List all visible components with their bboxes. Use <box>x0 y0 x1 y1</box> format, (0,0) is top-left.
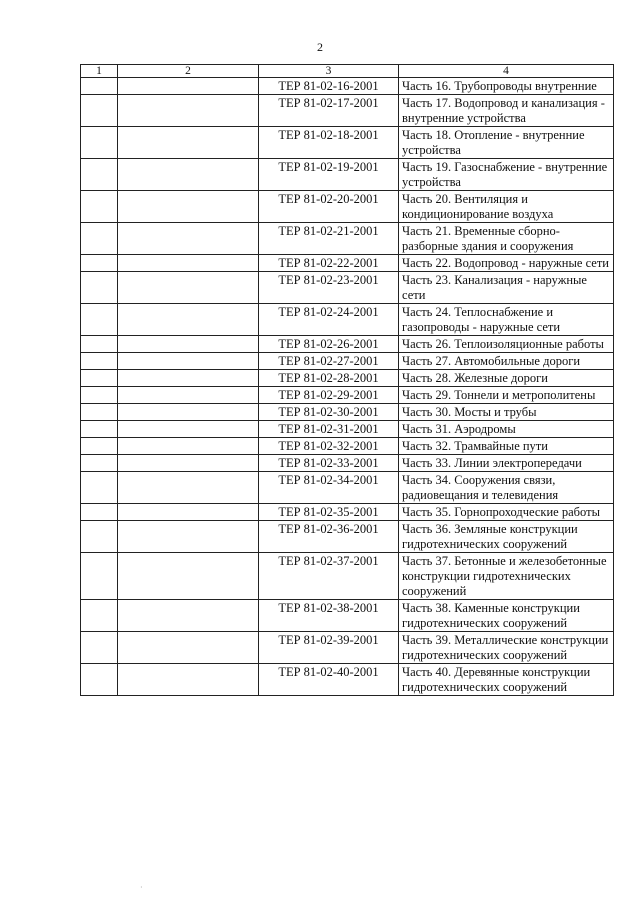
empty-cell-col2 <box>118 404 259 421</box>
norm-title-cell: Часть 28. Железные дороги <box>399 370 614 387</box>
empty-cell-col1 <box>81 78 118 95</box>
norm-code-cell: ТЕР 81-02-28-2001 <box>259 370 399 387</box>
empty-cell-col2 <box>118 370 259 387</box>
empty-cell-col2 <box>118 127 259 159</box>
table-row <box>81 421 614 438</box>
norm-title-cell: Часть 17. Водопровод и канализация - внутренние устройства <box>399 95 614 127</box>
empty-cell-col1 <box>81 632 118 664</box>
norm-title-cell: Часть 32. Трамвайные пути <box>399 438 614 455</box>
table-row <box>81 272 614 304</box>
empty-cell-col2 <box>118 600 259 632</box>
empty-cell-col2 <box>118 304 259 336</box>
norm-code-cell: ТЕР 81-02-40-2001 <box>259 664 399 696</box>
table-row <box>81 521 614 553</box>
norm-code-cell: ТЕР 81-02-39-2001 <box>259 632 399 664</box>
empty-cell-col1 <box>81 272 118 304</box>
empty-cell-col2 <box>118 664 259 696</box>
page-number: 2 <box>317 40 323 54</box>
table-row <box>81 159 614 191</box>
table-row <box>81 255 614 272</box>
empty-cell-col2 <box>118 472 259 504</box>
table-row <box>81 336 614 353</box>
norm-title-cell: Часть 20. Вентиляция и кондиционирование воздуха <box>399 191 614 223</box>
empty-cell-col2 <box>118 553 259 600</box>
empty-cell-col1 <box>81 404 118 421</box>
table-row <box>81 78 614 95</box>
table-row <box>81 553 614 600</box>
empty-cell-col1 <box>81 255 118 272</box>
norm-title-cell: Часть 38. Каменные конструкции гидротехнических сооружений <box>399 600 614 632</box>
norm-code-cell: ТЕР 81-02-37-2001 <box>259 553 399 600</box>
norm-code-cell: ТЕР 81-02-31-2001 <box>259 421 399 438</box>
norm-title-cell: Часть 26. Теплоизоляционные работы <box>399 336 614 353</box>
norm-code-cell: ТЕР 81-02-26-2001 <box>259 336 399 353</box>
table-row <box>81 304 614 336</box>
norm-code-cell: ТЕР 81-02-27-2001 <box>259 353 399 370</box>
empty-cell-col1 <box>81 159 118 191</box>
empty-cell-col2 <box>118 632 259 664</box>
norm-title-cell: Часть 35. Горнопроходческие работы <box>399 504 614 521</box>
empty-cell-col2 <box>118 272 259 304</box>
empty-cell-col1 <box>81 521 118 553</box>
norm-title-cell: Часть 30. Мосты и трубы <box>399 404 614 421</box>
header-cell-3: 3 <box>259 65 399 78</box>
table-row <box>81 223 614 255</box>
header-cell-1: 1 <box>81 65 118 78</box>
norm-title-cell: Часть 34. Сооружения связи, радиовещания и телевидения <box>399 472 614 504</box>
table-row <box>81 472 614 504</box>
empty-cell-col1 <box>81 600 118 632</box>
table-row <box>81 664 614 696</box>
table-row <box>81 600 614 632</box>
empty-cell-col1 <box>81 127 118 159</box>
norm-code-cell: ТЕР 81-02-16-2001 <box>259 78 399 95</box>
empty-cell-col1 <box>81 304 118 336</box>
empty-cell-col2 <box>118 191 259 223</box>
norm-code-cell: ТЕР 81-02-24-2001 <box>259 304 399 336</box>
norm-title-cell: Часть 18. Отопление - внутренние устройства <box>399 127 614 159</box>
empty-cell-col2 <box>118 95 259 127</box>
norm-code-cell: ТЕР 81-02-17-2001 <box>259 95 399 127</box>
norm-code-cell: ТЕР 81-02-22-2001 <box>259 255 399 272</box>
norm-code-cell: ТЕР 81-02-32-2001 <box>259 438 399 455</box>
norm-title-cell: Часть 22. Водопровод - наружные сети <box>399 255 614 272</box>
norm-code-cell: ТЕР 81-02-21-2001 <box>259 223 399 255</box>
header-cell-2: 2 <box>118 65 259 78</box>
scan-speck: · <box>140 883 143 892</box>
empty-cell-col1 <box>81 455 118 472</box>
table-row <box>81 127 614 159</box>
table-row <box>81 95 614 127</box>
empty-cell-col1 <box>81 664 118 696</box>
empty-cell-col1 <box>81 370 118 387</box>
norm-title-cell: Часть 36. Земляные конструкции гидротехнических сооружений <box>399 521 614 553</box>
empty-cell-col1 <box>81 472 118 504</box>
table-row <box>81 353 614 370</box>
empty-cell-col1 <box>81 421 118 438</box>
empty-cell-col1 <box>81 191 118 223</box>
norm-code-cell: ТЕР 81-02-38-2001 <box>259 600 399 632</box>
empty-cell-col2 <box>118 159 259 191</box>
header-cell-4: 4 <box>399 65 614 78</box>
empty-cell-col1 <box>81 504 118 521</box>
table-header-row <box>81 65 614 78</box>
norm-code-cell: ТЕР 81-02-18-2001 <box>259 127 399 159</box>
norm-code-cell: ТЕР 81-02-33-2001 <box>259 455 399 472</box>
table-row <box>81 504 614 521</box>
norm-code-cell: ТЕР 81-02-35-2001 <box>259 504 399 521</box>
table-row <box>81 632 614 664</box>
norm-code-cell: ТЕР 81-02-30-2001 <box>259 404 399 421</box>
table-row <box>81 438 614 455</box>
norm-code-cell: ТЕР 81-02-34-2001 <box>259 472 399 504</box>
norm-code-cell: ТЕР 81-02-19-2001 <box>259 159 399 191</box>
empty-cell-col2 <box>118 336 259 353</box>
empty-cell-col1 <box>81 353 118 370</box>
empty-cell-col1 <box>81 223 118 255</box>
empty-cell-col1 <box>81 438 118 455</box>
empty-cell-col2 <box>118 387 259 404</box>
norm-code-cell: ТЕР 81-02-29-2001 <box>259 387 399 404</box>
empty-cell-col1 <box>81 553 118 600</box>
empty-cell-col2 <box>118 223 259 255</box>
empty-cell-col2 <box>118 504 259 521</box>
empty-cell-col2 <box>118 78 259 95</box>
table-row <box>81 370 614 387</box>
empty-cell-col2 <box>118 521 259 553</box>
norms-table <box>80 64 614 696</box>
norm-title-cell: Часть 31. Аэродромы <box>399 421 614 438</box>
norm-title-cell: Часть 39. Металлические конструкции гидротехнических сооружений <box>399 632 614 664</box>
norm-title-cell: Часть 23. Канализация - наружные сети <box>399 272 614 304</box>
norm-title-cell: Часть 37. Бетонные и железобетонные конструкции гидротехнических сооружений <box>399 553 614 600</box>
norm-title-cell: Часть 16. Трубопроводы внутренние <box>399 78 614 95</box>
norm-title-cell: Часть 40. Деревянные конструкции гидротехнических сооружений <box>399 664 614 696</box>
empty-cell-col2 <box>118 438 259 455</box>
empty-cell-col1 <box>81 336 118 353</box>
norm-title-cell: Часть 19. Газоснабжение - внутренние устройства <box>399 159 614 191</box>
norm-title-cell: Часть 33. Линии электропередачи <box>399 455 614 472</box>
norm-title-cell: Часть 21. Временные сборно-разборные здания и сооружения <box>399 223 614 255</box>
norm-title-cell: Часть 29. Тоннели и метрополитены <box>399 387 614 404</box>
empty-cell-col2 <box>118 353 259 370</box>
empty-cell-col2 <box>118 455 259 472</box>
norm-code-cell: ТЕР 81-02-23-2001 <box>259 272 399 304</box>
norm-title-cell: Часть 24. Теплоснабжение и газопроводы - наружные сети <box>399 304 614 336</box>
table-row <box>81 404 614 421</box>
table-row <box>81 191 614 223</box>
empty-cell-col1 <box>81 95 118 127</box>
empty-cell-col1 <box>81 387 118 404</box>
norm-code-cell: ТЕР 81-02-36-2001 <box>259 521 399 553</box>
table-row <box>81 387 614 404</box>
empty-cell-col2 <box>118 255 259 272</box>
norm-title-cell: Часть 27. Автомобильные дороги <box>399 353 614 370</box>
table-row <box>81 455 614 472</box>
empty-cell-col2 <box>118 421 259 438</box>
norm-code-cell: ТЕР 81-02-20-2001 <box>259 191 399 223</box>
